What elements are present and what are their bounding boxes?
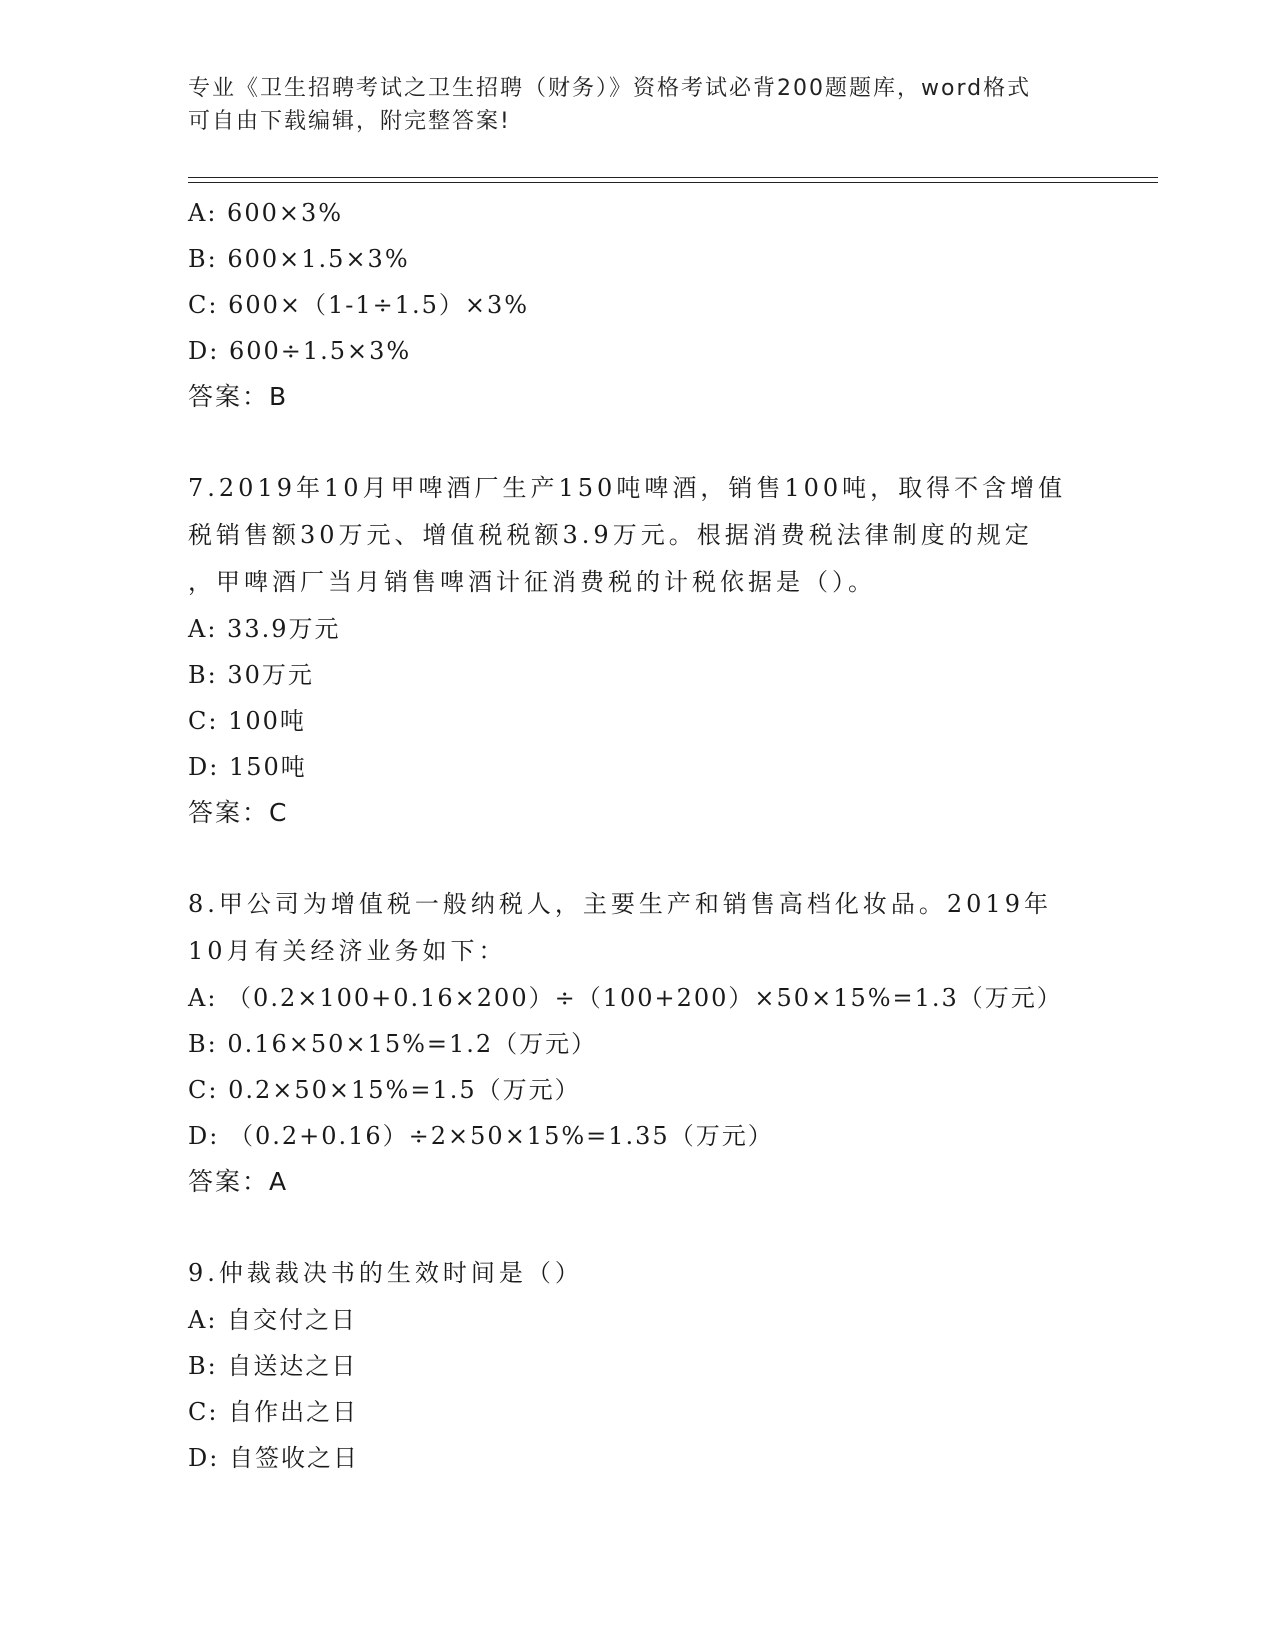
header-line-2: 可自由下载编辑，附完整答案! <box>188 109 511 134</box>
spacer <box>188 836 1088 881</box>
option-d: D: （0.2+0.16）÷2×50×15%=1.35（万元） <box>188 1122 774 1150</box>
question-8 <box>188 881 1088 1205</box>
question-9 <box>188 1250 1088 1481</box>
option-c: C: 100吨 <box>188 707 306 735</box>
option-c: C: 600×（1-1÷1.5）×3% <box>188 291 530 319</box>
question-list <box>188 190 1088 1481</box>
option-a: A: 自交付之日 <box>188 1306 358 1334</box>
document-header <box>188 72 1088 138</box>
question-7 <box>188 465 1088 836</box>
question-stem-line: 7.2019年10月甲啤酒厂生产150吨啤酒，销售100吨，取得不含增值 <box>188 474 1067 502</box>
option-a: A: 600×3% <box>188 199 344 227</box>
option-c: C: 0.2×50×15%=1.5（万元） <box>188 1076 581 1104</box>
answer: 答案：C <box>188 798 289 827</box>
question-6 <box>188 190 1088 420</box>
header-divider-bottom <box>188 182 1158 183</box>
spacer <box>188 1205 1088 1250</box>
question-stem-line: 10月有关经济业务如下： <box>188 937 507 965</box>
answer: 答案：A <box>188 1167 289 1196</box>
spacer <box>188 420 1088 465</box>
option-c: C: 自作出之日 <box>188 1398 359 1426</box>
question-stem-line: ，甲啤酒厂当月销售啤酒计征消费税的计税依据是（）。 <box>188 568 876 596</box>
option-b: B: 30万元 <box>188 661 314 689</box>
header-line-1: 专业《卫生招聘考试之卫生招聘（财务）》资格考试必背200题题库，word格式 <box>188 76 1032 101</box>
question-stem-line: 9.仲裁裁决书的生效时间是（） <box>188 1259 583 1287</box>
header-divider-top <box>188 177 1158 178</box>
question-stem-line: 8.甲公司为增值税一般纳税人，主要生产和销售高档化妆品。2019年 <box>188 890 1052 918</box>
option-d: D: 150吨 <box>188 753 307 781</box>
option-d: D: 600÷1.5×3% <box>188 337 412 365</box>
option-b: B: 自送达之日 <box>188 1352 358 1380</box>
option-d: D: 自签收之日 <box>188 1444 359 1472</box>
answer: 答案：B <box>188 382 289 411</box>
option-b: B: 0.16×50×15%=1.2（万元） <box>188 1030 598 1058</box>
option-b: B: 600×1.5×3% <box>188 245 410 273</box>
question-stem-line: 税销售额30万元、增值税税额3.9万元。根据消费税法律制度的规定 <box>188 521 1033 549</box>
option-a: A: （0.2×100+0.16×200）÷（100+200）×50×15%=1.3（万元） <box>188 984 1063 1012</box>
option-a: A: 33.9万元 <box>188 615 341 643</box>
